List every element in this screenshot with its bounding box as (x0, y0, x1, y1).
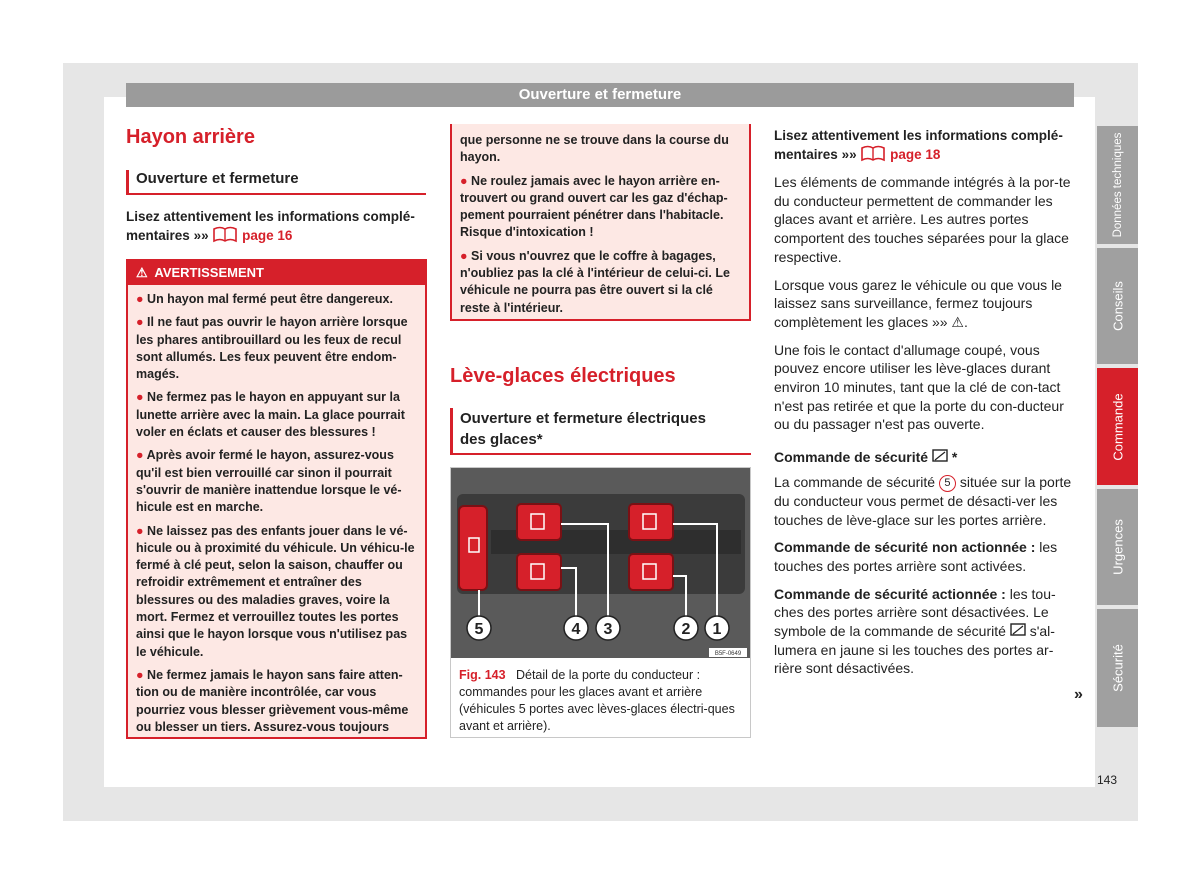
section-title-leve-glaces: Lève-glaces électriques (450, 365, 676, 387)
warning-box (126, 259, 427, 739)
figure-143 (450, 467, 751, 738)
warning-box-continued (450, 124, 751, 321)
paragraph: Lorsque vous garez le véhicule ou que vous le laissez sans surveillance, fermez toujours complètement les glaces »» ⚠. (774, 276, 1062, 330)
window-switch-icon (629, 504, 673, 540)
figure-caption (451, 663, 750, 739)
callout-label: 3 (603, 621, 613, 638)
warning-item: ● Ne fermez jamais le hayon sans faire atten-tion ou de manière incontrôlée, car vous pourriez vous blesser grièvement vous-même ou blesser un tiers. Assurez-vous toujours (136, 667, 409, 734)
warning-body-continued (452, 124, 749, 329)
figure-code: B5F-0649 (714, 651, 742, 657)
paragraph: Commande de sécurité actionnée : les tou-ches des portes arrière sont désactivées. Le symbole de la commande de sécurité s'al-lumera en jaune si les touches des portes ar-rière sont désactivées. (774, 585, 1056, 677)
figure-number: Fig. 143 (459, 668, 506, 682)
section-title-hayon: Hayon arrière (126, 126, 255, 148)
read-more-line1: Lisez attentivement les informations complé- (126, 209, 415, 224)
callout-label: 2 (681, 621, 691, 638)
callout-label: 5 (474, 621, 484, 638)
warning-item: ● Ne laissez pas des enfants jouer dans le vé-hicule ou à proximité du véhicule. Un véhicu-le fermé à clé peut, selon la saison, chauffer ou refroidir extrêmement et entraîner des blessures ou des maladies graves, voire la mort. Fermez et verrouillez toutes les portes ainsi que le hayon lorsque vous n'utilisez pas le véhicule. (136, 523, 415, 659)
continued-marker: » (1074, 686, 1083, 703)
warning-body (128, 285, 425, 748)
warning-item: ● Il ne faut pas ouvrir le hayon arrière lorsque les phares antibrouillard ou les feux de recul sont allumés. Les feux peuvent être endom-magés. (136, 315, 408, 382)
paragraph: La commande de sécurité 5 située sur la porte du conducteur vous permet de désacti-ver les touches de lève-glace sur les portes arrière. (774, 473, 1072, 528)
page-header: Ouverture et fermeture (126, 83, 1074, 107)
paragraph: Commande de sécurité non actionnée : les touches des portes arrière sont activées. (774, 539, 1058, 574)
tab-conseils[interactable]: Conseils (1097, 248, 1138, 364)
callout-label: 4 (571, 621, 581, 638)
paragraph: Les éléments de commande intégrés à la por-te du conducteur permettent de commander les glaces avant et arrière. Les autres portes comportent des touches séparées pour la glace respective. (774, 174, 1071, 265)
tab-donnees-techniques[interactable]: Données techniques (1097, 126, 1138, 244)
warning-item: ● Si vous n'ouvrez que le coffre à bagages, n'oubliez pas la clé à l'intérieur de celui-ci. Le véhicule ne pourra pas être ouvert si la clé reste à l'intérieur. (460, 248, 730, 315)
warning-item: ● Un hayon mal fermé peut être dangereux. (136, 292, 393, 306)
subheading-ouverture: Ouverture et fermeture (126, 170, 426, 195)
paragraph: Une fois le contact d'allumage coupé, vous pouvez encore utiliser les lève-glaces durant environ 10 minutes, tant que la clé de con-tact n'est pas retirée et que la porte du con-ducteur ou du passager n'est pas ouverte. (774, 341, 1064, 433)
window-switch-icon (629, 554, 673, 590)
page-ref-link[interactable]: page 16 (242, 228, 293, 243)
warning-item: ● Après avoir fermé le hayon, assurez-vous qu'il est bien verrouillé car sinon il pourrait s'ouvrir de manière inattendue lorsque le vé-hicule est en marche. (136, 448, 402, 515)
page-ref-link[interactable]: page 18 (890, 147, 941, 162)
tab-commande[interactable]: Commande (1097, 368, 1138, 485)
warning-title: AVERTISSEMENT (154, 265, 264, 280)
safety-switch-icon (932, 449, 952, 465)
tab-urgences[interactable]: Urgences (1097, 489, 1138, 605)
window-switch-icon (517, 554, 561, 590)
body-text-column (774, 173, 1074, 687)
callout-number: 5 (939, 475, 956, 492)
safety-heading: Commande de sécurité * (774, 449, 958, 466)
callout-label: 1 (712, 621, 722, 638)
warning-item: ● Ne roulez jamais avec le hayon arrière en-trouvert ou grand ouvert car les gaz d'échap-pement pourraient pénétrer dans l'habitacle. Risque d'intoxication ! (460, 173, 728, 240)
book-icon (860, 145, 886, 167)
warning-triangle-icon: ⚠ (136, 265, 148, 280)
subheading-electriques: Ouverture et fermeture électriques des glaces* (450, 408, 751, 455)
page-number: 143 (1097, 773, 1118, 787)
safety-switch-icon (459, 506, 487, 590)
tab-securite[interactable]: Sécurité (1097, 609, 1138, 727)
read-more-notice (126, 207, 431, 248)
read-more-notice-2: Lisez attentivement les informations complé- mentaires »» page 18 (774, 126, 1079, 167)
warning-item: que personne ne se trouve dans la course du hayon. (460, 133, 729, 165)
book-icon (212, 226, 238, 248)
read-more-arrows: »» (193, 228, 209, 243)
window-switch-illustration (451, 468, 750, 658)
warning-item: ● Ne fermez pas le hayon en appuyant sur la lunette arrière avec la main. La glace pourrait voler en éclats et causer des blessures ! (136, 390, 405, 440)
window-switch-icon (517, 504, 561, 540)
safety-switch-icon (1010, 623, 1030, 639)
figure-caption-text: Détail de la porte du conducteur : commandes pour les glaces avant et arrière (véhicules 5 portes avec lèves-glaces électri-ques avant et arrière). (459, 668, 735, 733)
warning-header (128, 261, 425, 285)
read-more-line2: mentaires (126, 228, 190, 243)
